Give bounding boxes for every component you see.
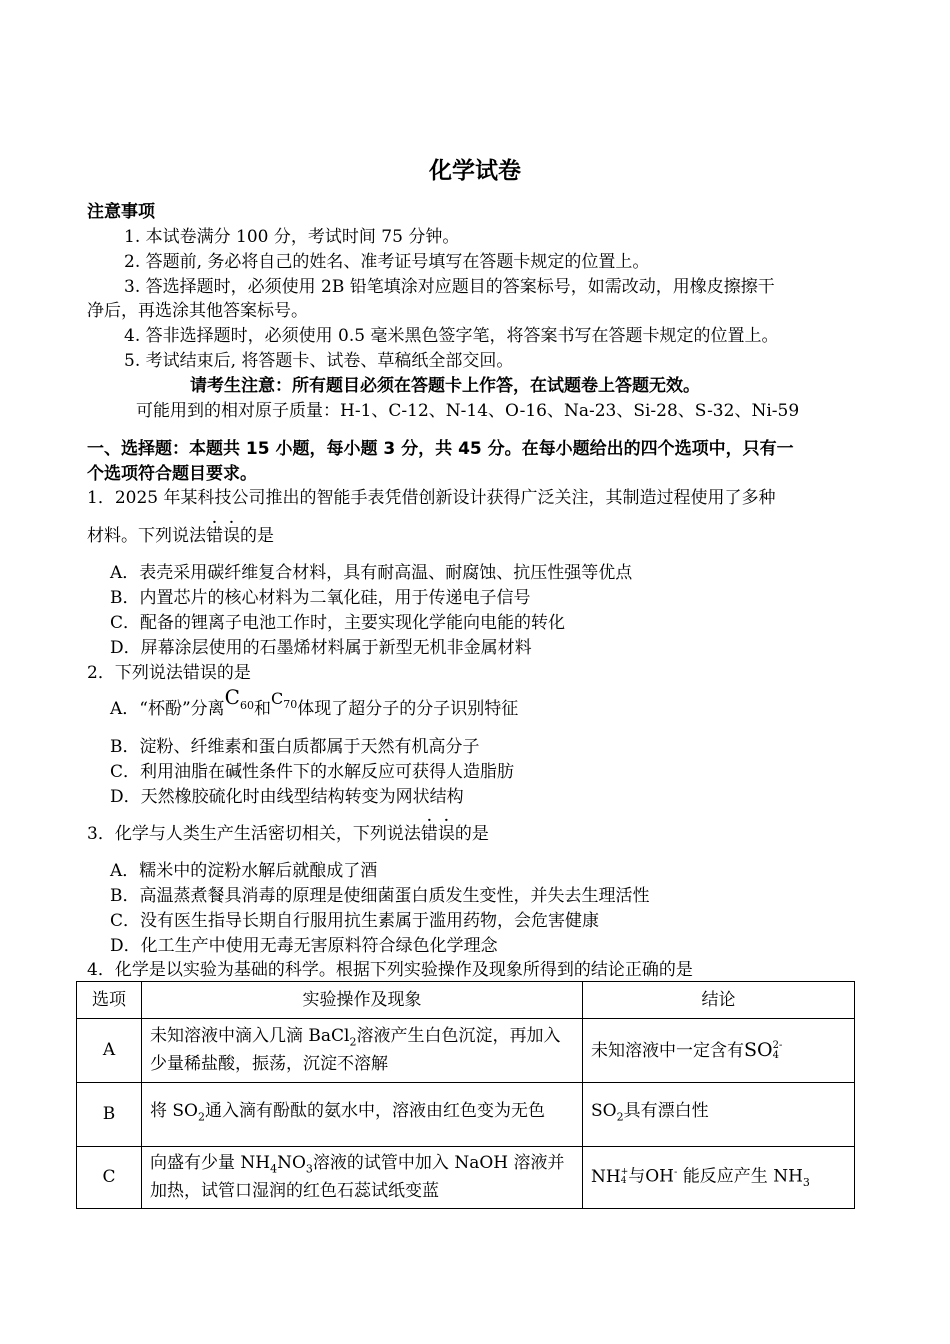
q1-stem: 1．2025 年某科技公司推出的智能手表凭借创新设计获得广泛关注，其制造过程使用了多种: [87, 488, 776, 508]
emphasis-dot-char: 错: [206, 526, 223, 546]
ion-sub: 4: [620, 1176, 627, 1187]
q3-option-c: C．没有医生指导长期自行服用抗生素属于滥用药物，会危害健康: [110, 911, 600, 931]
q1-option-c: C．配备的锂离子电池工作时，主要实现化学能向电能的转化: [110, 613, 566, 633]
notes-item-2: 2. 答题前, 务必将自己的姓名、准考证号填写在答题卡规定的位置上。: [124, 252, 650, 272]
op-sub: 4: [270, 1162, 278, 1176]
header-conclusion: 结论: [583, 982, 855, 1019]
notes-heading: 注意事项: [87, 202, 155, 222]
con-text: 与: [628, 1166, 646, 1187]
q1-stem-cont: [87, 525, 274, 547]
op-sub: 2: [349, 1035, 357, 1049]
q1-stem-text: 材料。下列说法: [87, 526, 206, 546]
op-text: 溶液的试管中加入 NaOH 溶液并加热，试管口湿润的红色石蕊试纸变蓝: [150, 1152, 565, 1202]
op-sub: 2: [198, 1110, 205, 1124]
row-operation: [142, 1083, 583, 1147]
q1-option-a: A．表壳采用碳纤维复合材料，具有耐高温、耐腐蚀、抗压性强等优点: [110, 563, 633, 583]
notes-warning: 请考生注意：所有题目必须在答题卡上作答，在试题卷上答题无效。: [190, 376, 700, 396]
row-operation: [142, 1147, 583, 1209]
op-sub: 3: [305, 1162, 313, 1176]
con-sub: 3: [802, 1176, 810, 1190]
q2-a-text: A．“杯酚”分离: [110, 699, 225, 719]
con-text: 具有漂白性: [623, 1101, 709, 1122]
row-option: A: [77, 1019, 142, 1083]
notes-item-1: 1. 本试卷满分 100 分，考试时间 75 分钟。: [124, 227, 460, 247]
ion-symbol: OH: [645, 1166, 675, 1187]
op-text: 溶液产生白色沉淀，再加入少量稀盐酸，振荡，沉淀不溶解: [150, 1025, 561, 1075]
hydroxide-ion: [645, 1161, 677, 1189]
q2-a-text: 体现了超分子的分子识别特征: [297, 699, 519, 719]
emphasis-dot-char: 错: [420, 824, 438, 844]
con-text: SO: [591, 1101, 617, 1122]
op-text: NO: [277, 1152, 306, 1173]
sulfate-ion: [744, 1039, 782, 1062]
notes-item-5: 5. 考试结束后, 将答题卡、试卷、草稿纸全部交回。: [124, 351, 514, 371]
q2-option-d: D．天然橡胶硫化时由线型结构转变为网状结构: [110, 787, 464, 807]
atomic-mass: 可能用到的相对原子质量：H-1、C-12、N-14、O-16、Na-23、Si-28、S-32、Ni-59: [136, 401, 800, 421]
row-option: C: [77, 1147, 142, 1209]
notes-item-4: 4. 答非选择题时，必须使用 0.5 毫米黑色签字笔，将答案书写在答题卡规定的位置上。: [124, 326, 779, 346]
row-conclusion: [583, 1083, 855, 1147]
q1-stem-text: 的是: [240, 526, 274, 546]
table-row: [77, 1083, 855, 1147]
ion-symbol: SO: [744, 1038, 773, 1061]
section1-heading-cont: 个选项符合题目要求。: [87, 464, 257, 484]
header-option: 选项: [77, 982, 142, 1019]
con-text: 能反应产生 NH: [682, 1166, 803, 1187]
q4-stem: 4．化学是以实验为基础的科学。根据下列实验操作及现象所得到的结论正确的是: [87, 960, 693, 980]
c70-symbol: C: [270, 689, 284, 708]
table-row: [77, 1019, 855, 1083]
row-option: B: [77, 1083, 142, 1147]
op-text: 向盛有少量 NH: [150, 1152, 271, 1173]
q2-a-text: 和: [253, 699, 271, 719]
header-operation: 实验操作及现象: [142, 982, 583, 1019]
op-text: 将 SO: [150, 1101, 198, 1122]
q2-option-c: C．利用油脂在碱性条件下的水解反应可获得人造脂肪: [110, 762, 515, 782]
section1-heading: 一、选择题：本题共 15 小题，每小题 3 分，共 45 分。在每小题给出的四个选项中，只有一: [87, 439, 794, 459]
ammonium-ion: [591, 1166, 628, 1189]
q2-option-b: B．淀粉、纤维素和蛋白质都属于天然有机高分子: [110, 737, 480, 757]
emphasis-dot-char: 误: [223, 526, 240, 546]
notes-item-3-cont: 净后，再选涂其他答案标号。: [87, 301, 308, 321]
con-text: 未知溶液中一定含有: [591, 1040, 744, 1061]
exam-title: 化学试卷: [429, 158, 521, 184]
q3-option-d: D．化工生产中使用无毒无害原料符合绿色化学理念: [110, 936, 498, 956]
row-conclusion: [583, 1147, 855, 1209]
ion-symbol: NH: [591, 1166, 621, 1187]
q1-option-d: D．屏幕涂层使用的石墨烯材料属于新型无机非金属材料: [110, 638, 532, 658]
q1-option-b: B．内置芯片的核心材料为二氧化硅，用于传递电子信号: [110, 588, 531, 608]
row-operation: [142, 1019, 583, 1083]
ion-sup: +: [620, 1167, 629, 1178]
notes-item-3: 3. 答选择题时，必须使用 2B 铅笔填涂对应题目的答案标号，如需改动，用橡皮擦擦干: [124, 277, 775, 297]
table-header-row: [77, 982, 855, 1019]
q2-stem: 2．下列说法错误的是: [87, 663, 251, 683]
experiment-table: [76, 981, 855, 1209]
q3-option-b: B．高温蒸煮餐具消毒的原理是使细菌蛋白质发生变性，并失去生理活性: [110, 886, 650, 906]
q3-option-a: A．糯米中的淀粉水解后就酿成了酒: [110, 861, 378, 881]
q3-stem-text: 3．化学与人类生产生活密切相关，下列说法: [87, 824, 421, 844]
q3-stem-text: 的是: [454, 824, 489, 844]
c60-symbol: C: [224, 685, 240, 709]
op-text: 未知溶液中滴入几滴 BaCl: [150, 1025, 350, 1046]
q3-stem: [87, 823, 489, 845]
con-sub: 2: [616, 1110, 624, 1124]
op-text: 通入滴有酚酞的氨水中，溶液由红色变为无色: [205, 1101, 545, 1122]
c60-formula: [224, 685, 254, 712]
c70-sub: 70: [283, 698, 298, 712]
c60-sub: 60: [239, 699, 254, 712]
emphasis-dot-char: 误: [437, 824, 455, 844]
ion-sup: -: [674, 1166, 678, 1178]
row-conclusion: [583, 1019, 855, 1083]
ion-sub: 4: [772, 1049, 779, 1061]
ion-sup: 2-: [772, 1039, 783, 1051]
c70-formula: [270, 689, 298, 712]
table-row: [77, 1147, 855, 1209]
q2-option-a: [110, 685, 519, 730]
